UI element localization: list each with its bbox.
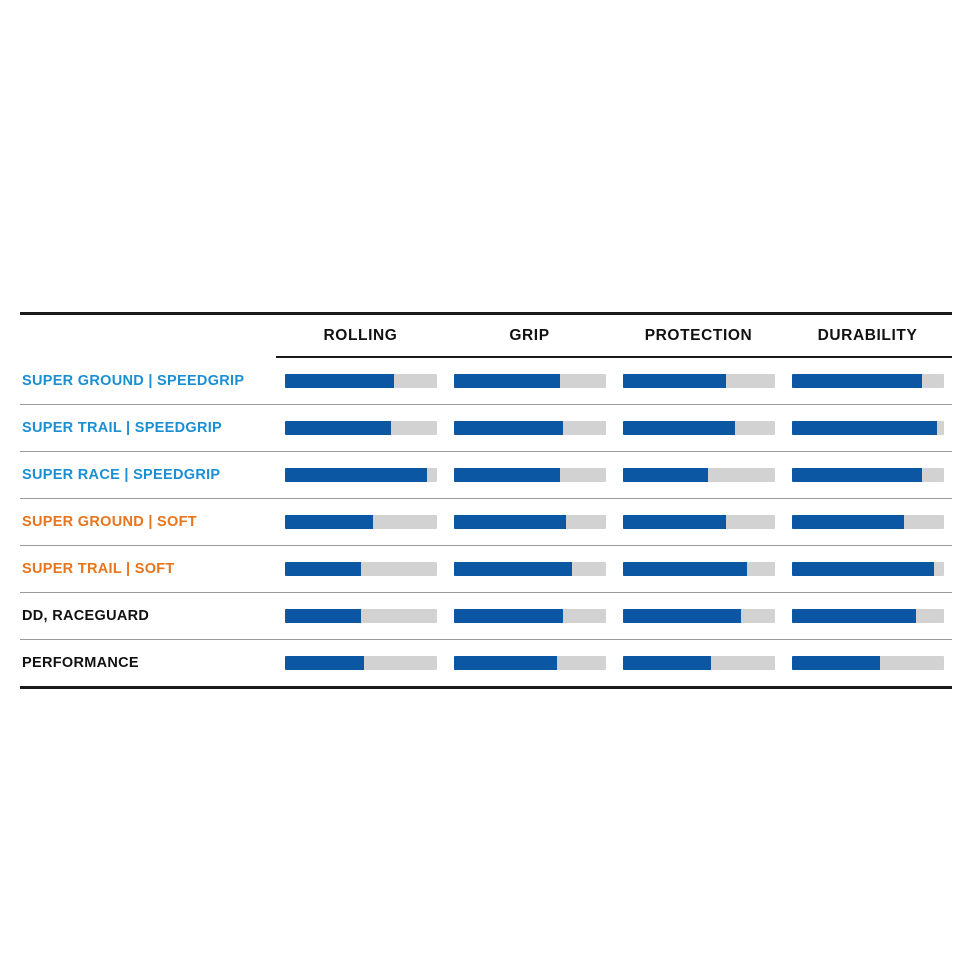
bar-fill: [285, 421, 391, 435]
bar-track: [792, 562, 944, 576]
bar-track: [285, 515, 437, 529]
bar-holder: [276, 562, 445, 576]
bar-fill: [285, 562, 361, 576]
bar-track: [454, 468, 606, 482]
bar-track: [454, 421, 606, 435]
cell-durability: [783, 357, 952, 405]
bar-track: [792, 656, 944, 670]
cell-durability: [783, 593, 952, 640]
cell-grip: [445, 405, 614, 452]
header-cell-grip: GRIP: [445, 315, 614, 357]
bar-fill: [792, 656, 880, 670]
cell-grip: [445, 452, 614, 499]
bar-fill: [792, 421, 938, 435]
cell-rolling: [276, 640, 445, 687]
bar-fill: [454, 656, 557, 670]
bar-track: [792, 515, 944, 529]
bar-fill: [454, 468, 560, 482]
bar-holder: [445, 515, 614, 529]
bar-track: [285, 656, 437, 670]
row-label-super-ground-speedgrip: SUPER GROUND | SPEEDGRIP: [20, 357, 276, 405]
bar-track: [623, 515, 775, 529]
bar-fill: [285, 656, 364, 670]
bar-fill: [454, 374, 560, 388]
bar-fill: [623, 374, 726, 388]
bar-track: [792, 421, 944, 435]
cell-grip: [445, 546, 614, 593]
bar-fill: [623, 421, 735, 435]
bar-fill: [454, 421, 563, 435]
table-row: [20, 452, 952, 499]
bar-holder: [783, 656, 952, 670]
cell-rolling: [276, 593, 445, 640]
bar-holder: [445, 468, 614, 482]
cell-rolling: [276, 357, 445, 405]
table-bottom-rule: [20, 686, 952, 689]
row-label-super-trail-soft: SUPER TRAIL | SOFT: [20, 546, 276, 593]
bar-holder: [276, 374, 445, 388]
bar-holder: [445, 609, 614, 623]
bar-holder: [614, 421, 783, 435]
bar-track: [285, 421, 437, 435]
header-cell-rolling: ROLLING: [276, 315, 445, 357]
bar-fill: [623, 468, 708, 482]
cell-durability: [783, 546, 952, 593]
bar-fill: [623, 515, 726, 529]
spec-table-wrapper: [20, 312, 952, 689]
header-cell-protection: PROTECTION: [614, 315, 783, 357]
table-row: [20, 546, 952, 593]
bar-holder: [276, 421, 445, 435]
header-cell-blank: [20, 315, 276, 357]
bar-holder: [614, 562, 783, 576]
bar-holder: [445, 374, 614, 388]
cell-protection: [614, 452, 783, 499]
cell-grip: [445, 499, 614, 546]
header-cell-durability: DURABILITY: [783, 315, 952, 357]
bar-track: [623, 468, 775, 482]
cell-grip: [445, 640, 614, 687]
bar-holder: [614, 515, 783, 529]
table-row: [20, 357, 952, 405]
cell-protection: [614, 593, 783, 640]
bar-holder: [276, 656, 445, 670]
bar-holder: [614, 609, 783, 623]
bar-track: [792, 374, 944, 388]
bar-holder: [783, 421, 952, 435]
cell-rolling: [276, 499, 445, 546]
bar-fill: [623, 609, 742, 623]
table-header: [20, 315, 952, 357]
bar-track: [454, 609, 606, 623]
spec-comparison-table: [20, 315, 952, 686]
cell-durability: [783, 499, 952, 546]
cell-protection: [614, 499, 783, 546]
bar-holder: [276, 468, 445, 482]
bar-track: [285, 374, 437, 388]
cell-durability: [783, 640, 952, 687]
bar-fill: [792, 562, 935, 576]
bar-track: [454, 515, 606, 529]
bar-fill: [792, 609, 917, 623]
bar-fill: [623, 656, 711, 670]
bar-holder: [614, 468, 783, 482]
cell-protection: [614, 546, 783, 593]
bar-track: [623, 609, 775, 623]
bar-holder: [783, 562, 952, 576]
bar-fill: [285, 374, 394, 388]
bar-holder: [783, 468, 952, 482]
bar-fill: [285, 609, 361, 623]
bar-track: [285, 609, 437, 623]
cell-rolling: [276, 405, 445, 452]
bar-track: [792, 468, 944, 482]
bar-track: [285, 468, 437, 482]
bar-track: [623, 421, 775, 435]
cell-protection: [614, 405, 783, 452]
bar-track: [454, 374, 606, 388]
row-label-super-ground-soft: SUPER GROUND | SOFT: [20, 499, 276, 546]
header-row: [20, 315, 952, 357]
bar-fill: [623, 562, 748, 576]
row-label-super-trail-speedgrip: SUPER TRAIL | SPEEDGRIP: [20, 405, 276, 452]
bar-track: [285, 562, 437, 576]
table-row: [20, 499, 952, 546]
cell-durability: [783, 405, 952, 452]
bar-track: [623, 656, 775, 670]
table-body: [20, 357, 952, 686]
bar-track: [792, 609, 944, 623]
row-label-performance: PERFORMANCE: [22, 655, 139, 671]
bar-holder: [276, 609, 445, 623]
bar-fill: [454, 562, 573, 576]
bar-fill: [792, 468, 923, 482]
cell-grip: [445, 357, 614, 405]
row-label-dd-raceguard: DD, RACEGUARD: [20, 593, 276, 640]
table-row: [20, 640, 952, 687]
bar-holder: [783, 515, 952, 529]
bar-fill: [285, 468, 428, 482]
cell-rolling: [276, 546, 445, 593]
bar-fill: [454, 609, 563, 623]
bar-track: [454, 562, 606, 576]
table-row: [20, 593, 952, 640]
bar-holder: [783, 609, 952, 623]
bar-holder: [783, 374, 952, 388]
bar-holder: [445, 562, 614, 576]
bar-holder: [445, 656, 614, 670]
bar-holder: [614, 374, 783, 388]
bar-track: [454, 656, 606, 670]
bar-track: [623, 562, 775, 576]
cell-protection: [614, 357, 783, 405]
bar-holder: [445, 421, 614, 435]
cell-protection: [614, 640, 783, 687]
bar-holder: [276, 515, 445, 529]
table-row: [20, 405, 952, 452]
bar-track: [623, 374, 775, 388]
bar-fill: [792, 515, 904, 529]
cell-durability: [783, 452, 952, 499]
bar-fill: [454, 515, 566, 529]
cell-rolling: [276, 452, 445, 499]
cell-grip: [445, 593, 614, 640]
bar-holder: [614, 656, 783, 670]
bar-fill: [792, 374, 923, 388]
row-label-super-race-speedgrip: SUPER RACE | SPEEDGRIP: [20, 452, 276, 499]
bar-fill: [285, 515, 373, 529]
